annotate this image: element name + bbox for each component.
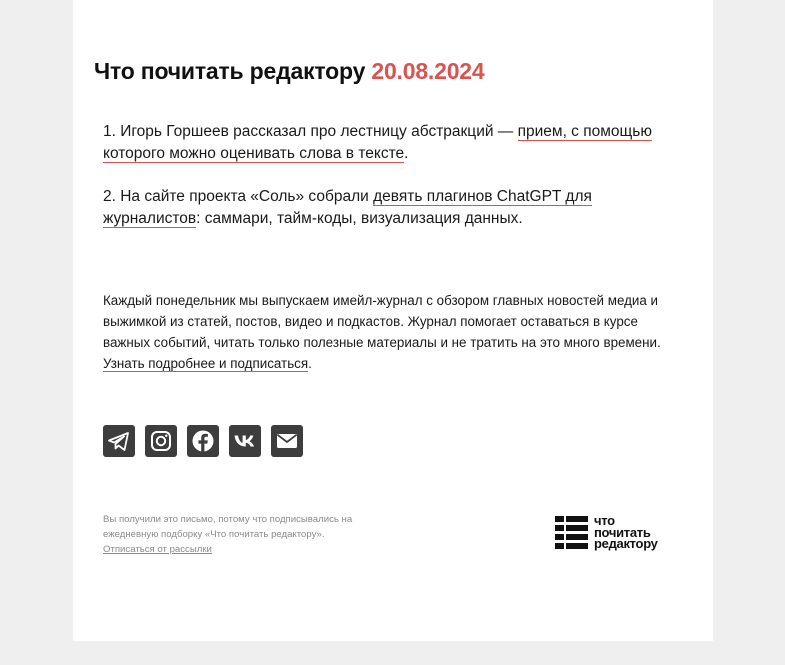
logo-line: почитать [594,524,651,540]
unsubscribe-link[interactable]: Отписаться от рассылки [103,544,212,555]
item-prefix: 1. Игорь Горшеев рассказал про лестницу абстракций — [103,123,518,140]
instagram-icon[interactable] [145,425,177,457]
logo-line: редактору [594,536,658,551]
social-links [103,425,303,457]
list-item [103,186,683,230]
subscribe-link[interactable]: Узнать подробнее и подписаться [103,356,309,371]
email-icon[interactable] [271,425,303,457]
title-date: 20.08.2024 [371,58,485,84]
logo-mark-icon [555,516,588,549]
item-prefix: 2. На сайте проекта «Соль» собрали [103,188,374,205]
list-item [103,121,683,165]
logo [555,515,658,550]
footer-notice: Вы получили это письмо, потому что подписывались на ежедневную подборку «Что почитать редактору». [103,514,353,540]
title-text: Что почитать редактору [94,58,366,84]
about-body: Каждый понедельник мы выпускаем имейл-журнал с обзором главных новостей медиа и выжимкой из статей, постов, видео и подкастов. Журнал помогает оставаться в курсе важных событий, читать только полезные материалы и не тратить на это много времени. [103,293,661,350]
item-link[interactable]: девять плагинов ChatGPT для журналистов [103,188,592,227]
logo-wordmark [594,515,658,550]
item-suffix: . [404,145,409,162]
item-link[interactable]: прием, с помощью которого можно оценивать слова в тексте [103,123,652,162]
facebook-icon[interactable] [187,425,219,457]
about-text [103,290,687,374]
about-suffix: . [308,356,312,371]
logo-line: что [594,513,615,528]
vk-icon[interactable] [229,425,261,457]
telegram-icon[interactable] [103,425,135,457]
footer [103,512,403,557]
page-title [94,58,485,85]
email-card [73,0,713,641]
item-suffix: : саммари, тайм-коды, визуализация данных. [196,210,523,227]
